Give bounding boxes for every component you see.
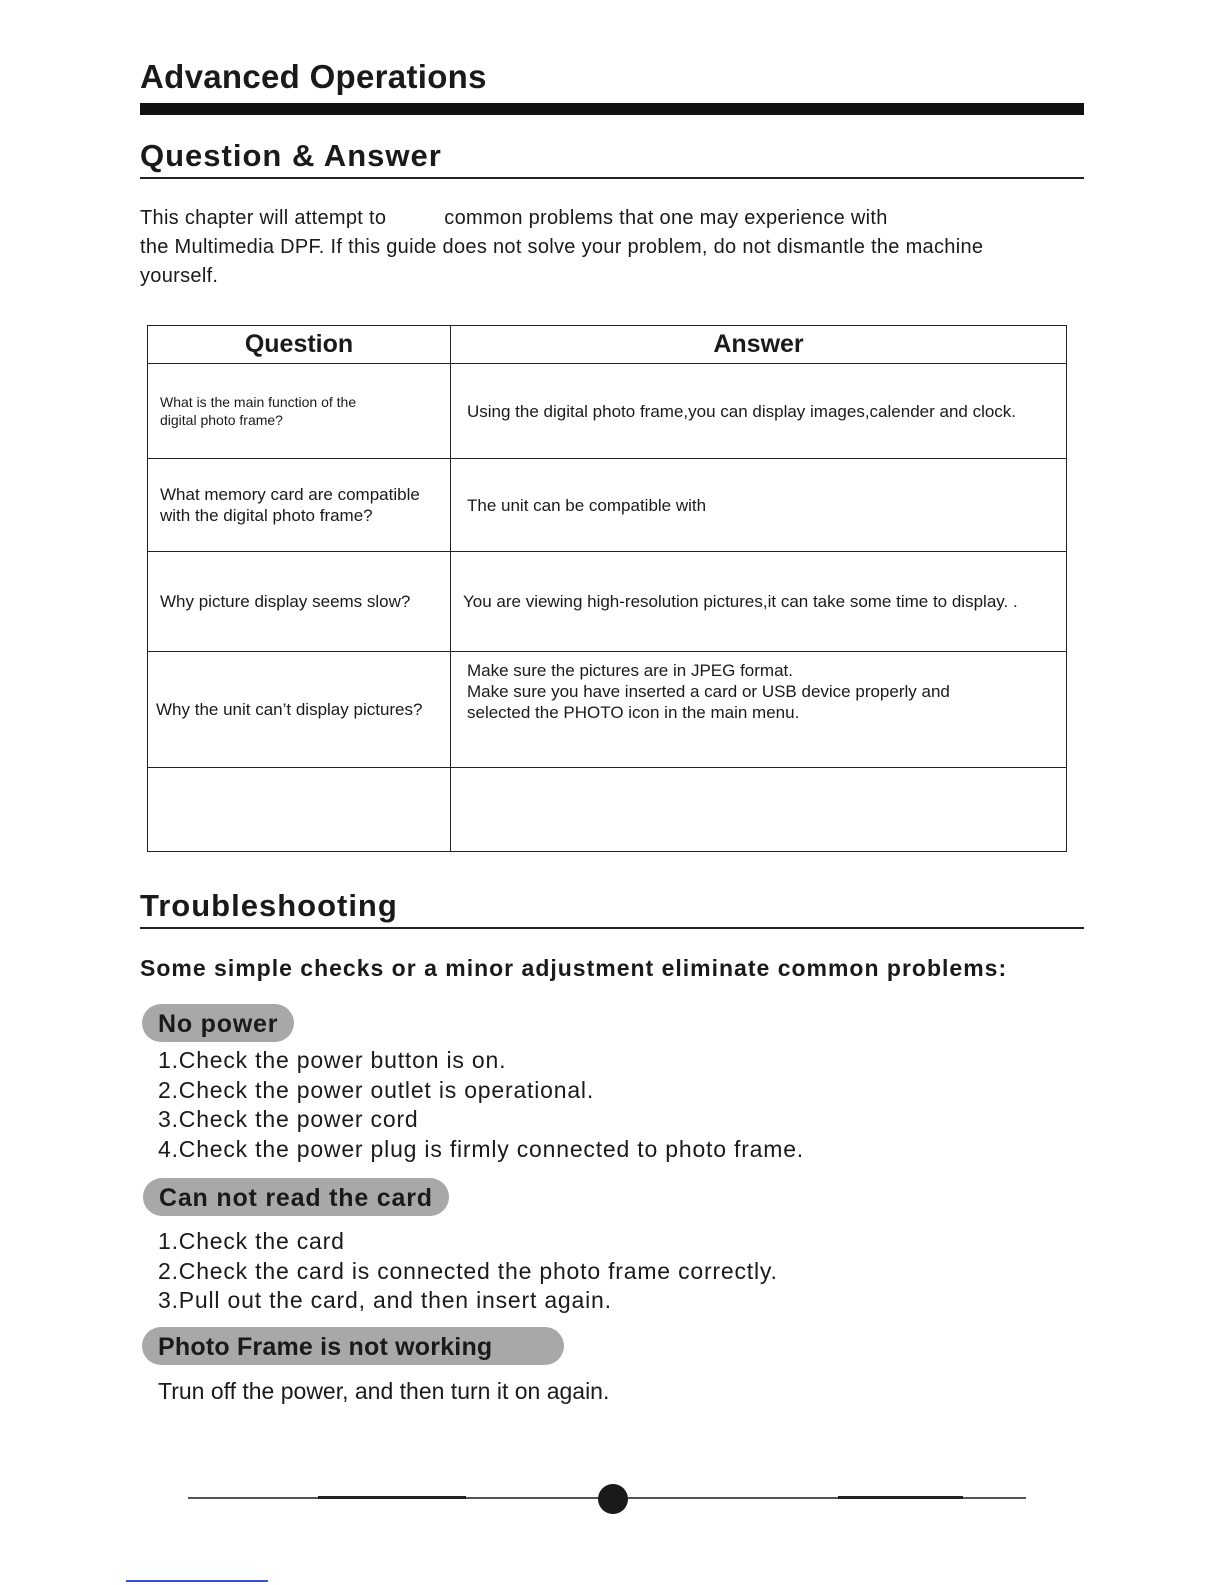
footer-rule-accent: [838, 1496, 963, 1499]
intro-line-1-end: common problems that one may experience with: [444, 207, 888, 229]
no-power-list: [158, 1046, 804, 1164]
question-cell: [148, 364, 451, 459]
table-row: [148, 459, 1067, 552]
question-text: What is the main function of the: [160, 394, 357, 410]
table-row: [148, 652, 1067, 768]
intro-line-2: the Multimedia DPF. If this guide does not solve your problem, do not dismantle the machine: [140, 236, 984, 258]
answer-text: The unit can be compatible with: [467, 495, 707, 515]
card-label: Can not read the card: [143, 1178, 449, 1216]
answer-text: Using the digital photo frame,you can display images,calender and clock.: [467, 401, 1017, 421]
answer-cell: [451, 364, 1067, 459]
list-item: 1.Check the card: [158, 1228, 345, 1254]
footer-rule-accent: [318, 1496, 466, 1499]
no-power-label: No power: [142, 1004, 294, 1042]
list-item: 3.Pull out the card, and then insert again.: [158, 1287, 612, 1313]
not-working-text: Trun off the power, and then turn it on again.: [158, 1378, 610, 1404]
troubleshooting-heading: Troubleshooting: [140, 888, 398, 923]
question-column-header: Question: [148, 326, 451, 364]
intro-line-1-start: This chapter will attempt to: [140, 207, 387, 229]
list-item: 4.Check the power plug is firmly connected to photo frame.: [158, 1135, 804, 1162]
title-divider: [140, 103, 1084, 115]
answer-cell: [451, 552, 1067, 652]
question-cell: [148, 768, 451, 852]
answer-cell: [451, 768, 1067, 852]
answer-column-header: Answer: [451, 326, 1067, 364]
answer-text: Make sure you have inserted a card or USB device properly and: [467, 682, 950, 701]
not-working-label: Photo Frame is not working: [142, 1327, 564, 1365]
list-item: 3.Check the power cord: [158, 1106, 419, 1132]
troubleshooting-subheading: Some simple checks or a minor adjustment eliminate common problems:: [140, 955, 1008, 981]
question-cell: [148, 552, 451, 652]
question-cell: [148, 652, 451, 768]
question-cell: [148, 459, 451, 552]
question-text: Why the unit can’t display pictures?: [156, 700, 423, 719]
page-marker-dot: [598, 1484, 628, 1514]
question-text: Why picture display seems slow?: [160, 592, 411, 611]
question-text: with the digital photo frame?: [160, 506, 373, 525]
answer-text: selected the PHOTO icon in the main menu.: [467, 703, 800, 722]
table-row: [148, 552, 1067, 652]
list-item: 2.Check the power outlet is operational.: [158, 1076, 595, 1103]
qa-heading: Question & Answer: [140, 138, 442, 173]
answer-cell: [451, 459, 1067, 552]
question-text: What memory card are compatible: [160, 485, 420, 504]
qa-heading-rule: [140, 177, 1084, 179]
intro-line-1: [140, 204, 1090, 233]
question-text: digital photo frame?: [160, 412, 283, 428]
answer-text: You are viewing high-resolution pictures,it can take some time to display. .: [463, 592, 1018, 611]
intro-paragraph: [140, 204, 1090, 291]
qa-table: [147, 325, 1067, 852]
page-title: Advanced Operations: [140, 58, 487, 95]
list-item: 2.Check the card is connected the photo frame correctly.: [158, 1257, 778, 1284]
table-row: [148, 768, 1067, 852]
answer-text: Make sure the pictures are in JPEG format.: [467, 661, 793, 680]
intro-line-3: yourself.: [140, 265, 219, 287]
list-item: 1.Check the power button is on.: [158, 1047, 507, 1073]
troubleshooting-heading-rule: [140, 927, 1084, 929]
bottom-link-underline: [126, 1580, 268, 1582]
table-row: [148, 364, 1067, 459]
answer-cell: [451, 652, 1067, 768]
card-list: [158, 1227, 778, 1316]
qa-table-header: [148, 326, 1067, 364]
